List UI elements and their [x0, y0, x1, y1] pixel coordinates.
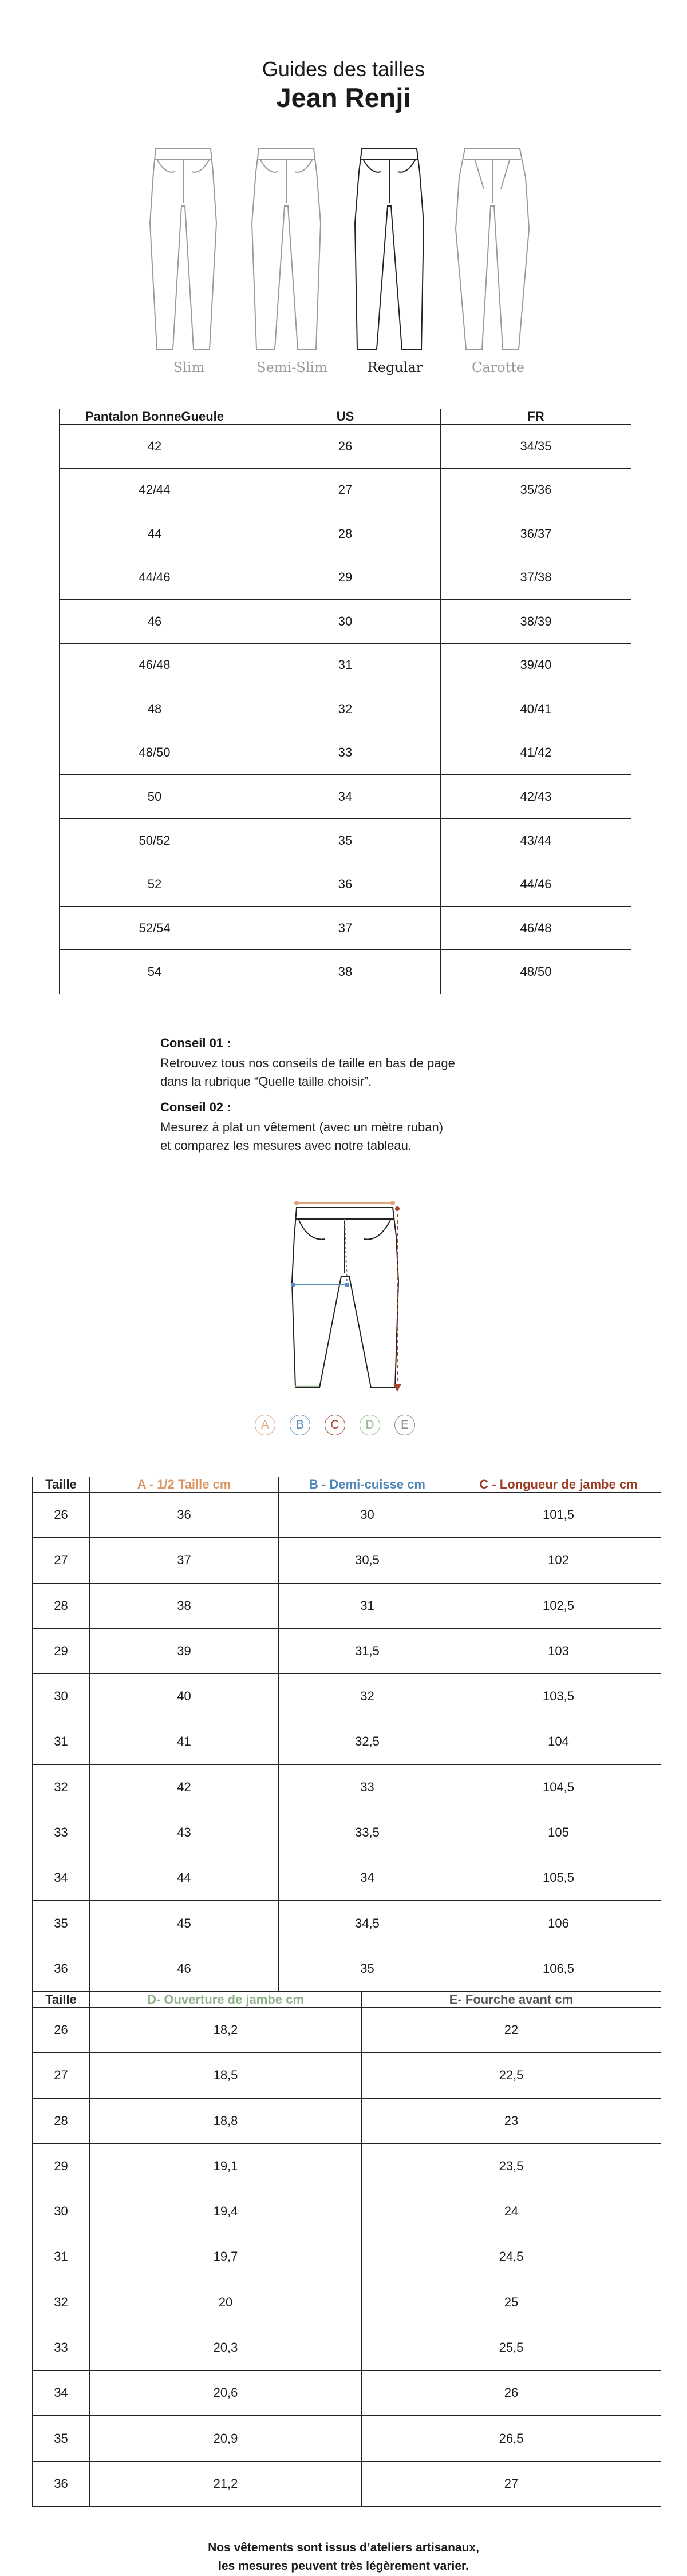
advice-2-line-2: et comparez les mesures avec notre tableau.	[160, 1138, 412, 1153]
footer-note-line-2: les mesures peuvent très légèrement varier.	[218, 2559, 469, 2573]
fit-label-slim: Slim	[173, 359, 205, 375]
measure-a-end	[390, 1201, 395, 1205]
table-cell: 42/44	[60, 468, 250, 512]
table-cell: 41	[90, 1719, 279, 1764]
column-header: Taille	[33, 1992, 90, 2008]
table-row	[33, 1583, 661, 1628]
legend-e-letter: E	[400, 1418, 409, 1431]
table-cell: 24,5	[362, 2234, 661, 2280]
table-cell: 104	[456, 1719, 661, 1764]
table-cell: 19,1	[90, 2143, 362, 2189]
table-cell: 43/44	[441, 818, 631, 862]
column-header: B - Demi-cuisse cm	[279, 1477, 456, 1493]
advice-1-line-1: Retrouvez tous nos conseils de taille en bas de page	[160, 1056, 455, 1070]
table-cell: 34	[33, 2371, 90, 2416]
table-cell: 31	[33, 1719, 90, 1764]
table-cell: 33	[33, 2325, 90, 2370]
table-row	[33, 1538, 661, 1583]
table-cell: 40	[90, 1674, 279, 1719]
table-cell: 31	[33, 2234, 90, 2280]
column-header: A - 1/2 Taille cm	[90, 1477, 279, 1493]
legend-a	[255, 1415, 275, 1435]
table-cell: 43	[90, 1810, 279, 1855]
slim-pants-icon	[150, 149, 216, 349]
table-row	[33, 2008, 661, 2053]
table-cell: 34	[279, 1855, 456, 1901]
table-cell: 33,5	[279, 1810, 456, 1855]
table-cell: 28	[33, 1583, 90, 1628]
table-cell: 35	[279, 1946, 456, 1991]
table-cell: 18,2	[90, 2008, 362, 2053]
table-row	[33, 1810, 661, 1855]
table-cell: 38	[90, 1583, 279, 1628]
advice-1-title: Conseil 01 :	[160, 1036, 231, 1050]
table-cell: 106	[456, 1901, 661, 1946]
table-cell: 42/43	[441, 775, 631, 819]
table-row	[60, 643, 631, 687]
table-cell: 32	[279, 1674, 456, 1719]
table-cell: 37	[90, 1538, 279, 1583]
table-cell: 30	[279, 1493, 456, 1538]
table-cell: 103,5	[456, 1674, 661, 1719]
table-cell: 30	[250, 600, 441, 644]
legend-a-letter: A	[260, 1418, 269, 1431]
table-cell: 46/48	[441, 906, 631, 950]
table-cell: 36	[90, 1493, 279, 1538]
table-cell: 28	[33, 2098, 90, 2143]
legend-b	[290, 1415, 310, 1435]
table-cell: 34/35	[441, 425, 631, 469]
table-cell: 39	[90, 1628, 279, 1673]
table-row	[60, 950, 631, 994]
table-cell: 30	[33, 1674, 90, 1719]
table-cell: 26	[250, 425, 441, 469]
table-cell: 34,5	[279, 1901, 456, 1946]
table-cell: 19,4	[90, 2189, 362, 2234]
table-cell: 36/37	[441, 512, 631, 556]
page-subtitle: Guides des tailles	[262, 57, 425, 81]
table-cell: 46	[90, 1946, 279, 1991]
table-cell: 33	[279, 1764, 456, 1810]
measure-c-start	[395, 1206, 400, 1211]
table-row	[33, 2234, 661, 2280]
table-header-row	[33, 1477, 661, 1493]
table-cell: 101,5	[456, 1493, 661, 1538]
table-cell: 26	[33, 1493, 90, 1538]
table-row	[33, 1493, 661, 1538]
table-cell: 30,5	[279, 1538, 456, 1583]
table-cell: 36	[250, 862, 441, 907]
table-row	[33, 2143, 661, 2189]
table-cell: 38/39	[441, 600, 631, 644]
table-cell: 20,3	[90, 2325, 362, 2370]
table-row	[33, 1946, 661, 1991]
table-cell: 46/48	[60, 643, 250, 687]
table-cell: 36	[33, 2461, 90, 2506]
table-cell: 33	[250, 731, 441, 775]
table-cell: 23	[362, 2098, 661, 2143]
table-cell: 27	[250, 468, 441, 512]
table-row	[60, 906, 631, 950]
table-cell: 50	[60, 775, 250, 819]
column-header: D- Ouverture de jambe cm	[90, 1992, 362, 2008]
table-cell: 27	[362, 2461, 661, 2506]
table-cell: 46	[60, 600, 250, 644]
table-row	[33, 1855, 661, 1901]
table-cell: 42	[60, 425, 250, 469]
table-cell: 41/42	[441, 731, 631, 775]
table-row	[33, 2416, 661, 2461]
fit-label-semi-slim: Semi-Slim	[256, 359, 327, 375]
page-title: Jean Renji	[276, 82, 411, 113]
table-cell: 30	[33, 2189, 90, 2234]
table-cell: 33	[33, 1810, 90, 1855]
table-row	[60, 425, 631, 469]
table-row	[60, 862, 631, 907]
table-cell: 37/38	[441, 556, 631, 600]
table-cell: 105	[456, 1810, 661, 1855]
advice-1-line-2: dans la rubrique “Quelle taille choisir”.	[160, 1074, 372, 1089]
table-cell: 20,6	[90, 2371, 362, 2416]
fit-label-regular: Regular	[367, 359, 423, 375]
table-row	[33, 2461, 661, 2506]
table-cell: 32	[250, 687, 441, 731]
table-cell: 23,5	[362, 2143, 661, 2189]
table-row	[33, 2325, 661, 2370]
regular-pants-icon	[355, 149, 424, 349]
table-cell: 29	[250, 556, 441, 600]
table-cell: 48	[60, 687, 250, 731]
table-row	[60, 731, 631, 775]
table-cell: 27	[33, 2053, 90, 2098]
table-row	[33, 2189, 661, 2234]
table-cell: 26	[33, 2008, 90, 2053]
measurement-table-abc	[32, 1477, 661, 1992]
measurement-table-de	[32, 1992, 661, 2507]
table-cell: 31	[279, 1583, 456, 1628]
table-cell: 44/46	[60, 556, 250, 600]
table-cell: 22,5	[362, 2053, 661, 2098]
fit-label-carotte: Carotte	[471, 359, 525, 375]
fit-illustrations	[0, 143, 687, 355]
column-header: US	[250, 409, 441, 425]
table-header-row	[33, 1992, 661, 2008]
table-cell: 54	[60, 950, 250, 994]
table-row	[33, 2053, 661, 2098]
table-cell: 34	[250, 775, 441, 819]
table-row	[60, 512, 631, 556]
table-cell: 48/50	[60, 731, 250, 775]
legend-c	[325, 1415, 345, 1435]
table-row	[60, 468, 631, 512]
legend-d-letter: D	[365, 1418, 374, 1431]
table-cell: 44	[90, 1855, 279, 1901]
table-cell: 31	[250, 643, 441, 687]
table-cell: 32,5	[279, 1719, 456, 1764]
table-cell: 25,5	[362, 2325, 661, 2370]
table-cell: 102,5	[456, 1583, 661, 1628]
table-cell: 44/46	[441, 862, 631, 907]
legend-b-letter: B	[295, 1418, 304, 1431]
table-cell: 29	[33, 2143, 90, 2189]
legend-c-letter: C	[330, 1418, 339, 1431]
table-cell: 18,8	[90, 2098, 362, 2143]
table-row	[33, 2098, 661, 2143]
table-cell: 20,9	[90, 2416, 362, 2461]
footer-note-line-1: Nos vêtements sont issus d’ateliers artisanaux,	[208, 2541, 479, 2554]
table-cell: 32	[33, 2280, 90, 2325]
column-header: C - Longueur de jambe cm	[456, 1477, 661, 1493]
table-cell: 42	[90, 1764, 279, 1810]
table-row	[33, 1628, 661, 1673]
table-row	[60, 775, 631, 819]
legend-e	[394, 1415, 415, 1435]
table-row	[33, 1764, 661, 1810]
table-cell: 37	[250, 906, 441, 950]
table-cell: 35/36	[441, 468, 631, 512]
table-cell: 52	[60, 862, 250, 907]
carotte-pants-icon	[456, 149, 529, 349]
legend-d	[360, 1415, 380, 1435]
table-cell: 52/54	[60, 906, 250, 950]
table-cell: 104,5	[456, 1764, 661, 1810]
measure-b-start	[291, 1283, 295, 1287]
table-row	[60, 687, 631, 731]
table-cell: 35	[33, 1901, 90, 1946]
table-cell: 35	[250, 818, 441, 862]
table-cell: 38	[250, 950, 441, 994]
column-header: FR	[441, 409, 631, 425]
table-cell: 18,5	[90, 2053, 362, 2098]
table-row	[33, 1674, 661, 1719]
table-cell: 32	[33, 1764, 90, 1810]
table-row	[33, 2280, 661, 2325]
advice-2-title: Conseil 02 :	[160, 1100, 231, 1114]
table-cell: 48/50	[441, 950, 631, 994]
table-cell: 31,5	[279, 1628, 456, 1673]
table-cell: 25	[362, 2280, 661, 2325]
table-cell: 28	[250, 512, 441, 556]
table-cell: 29	[33, 1628, 90, 1673]
table-cell: 40/41	[441, 687, 631, 731]
column-header: Pantalon BonneGueule	[60, 409, 250, 425]
measure-a-start	[294, 1201, 299, 1205]
table-cell: 27	[33, 1538, 90, 1583]
table-cell: 103	[456, 1628, 661, 1673]
table-cell: 36	[33, 1946, 90, 1991]
table-cell: 34	[33, 1855, 90, 1901]
table-row	[33, 2371, 661, 2416]
table-row	[60, 818, 631, 862]
table-cell: 105,5	[456, 1855, 661, 1901]
table-cell: 50/52	[60, 818, 250, 862]
size-conversion-table	[59, 409, 631, 994]
table-cell: 19,7	[90, 2234, 362, 2280]
table-cell: 45	[90, 1901, 279, 1946]
column-header: Taille	[33, 1477, 90, 1493]
table-row	[33, 1719, 661, 1764]
column-header: E- Fourche avant cm	[362, 1992, 661, 2008]
measurement-diagram	[281, 1196, 412, 1396]
table-cell: 44	[60, 512, 250, 556]
table-cell: 24	[362, 2189, 661, 2234]
table-cell: 26,5	[362, 2416, 661, 2461]
table-cell: 26	[362, 2371, 661, 2416]
table-cell: 102	[456, 1538, 661, 1583]
table-cell: 20	[90, 2280, 362, 2325]
table-row	[60, 600, 631, 644]
table-header-row	[60, 409, 631, 425]
table-cell: 35	[33, 2416, 90, 2461]
advice-2-line-1: Mesurez à plat un vêtement (avec un mètre ruban)	[160, 1120, 444, 1134]
table-cell: 106,5	[456, 1946, 661, 1991]
semi-slim-pants-icon	[252, 149, 321, 349]
measure-b-end	[345, 1283, 349, 1287]
table-cell: 39/40	[441, 643, 631, 687]
table-row	[33, 1901, 661, 1946]
table-row	[60, 556, 631, 600]
table-cell: 21,2	[90, 2461, 362, 2506]
table-cell: 22	[362, 2008, 661, 2053]
